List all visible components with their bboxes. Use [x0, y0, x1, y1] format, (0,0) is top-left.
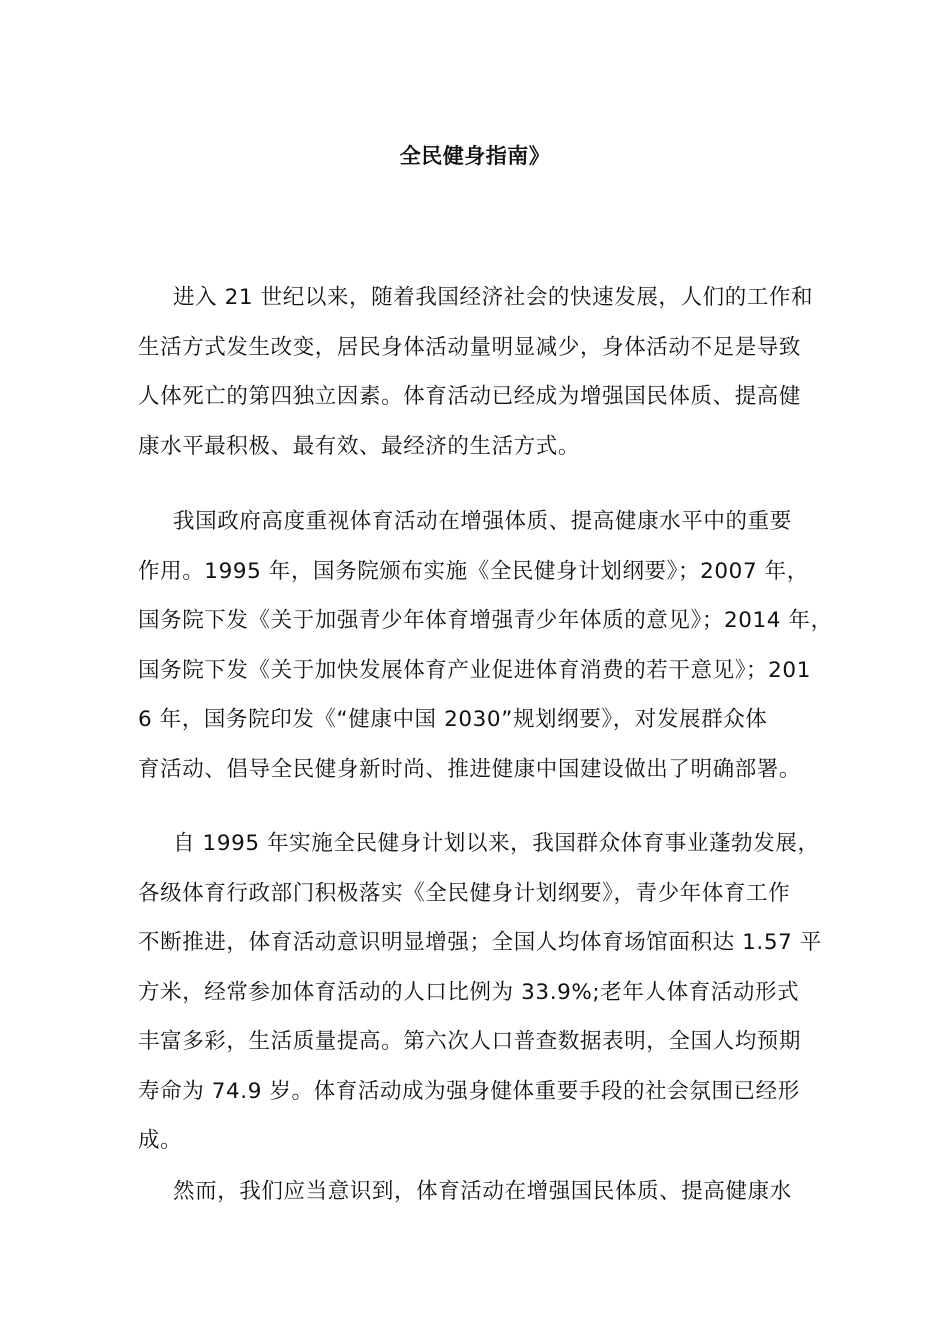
paragraph-line: 6 年，国务院印发《“健康中国 2030”规划纲要》，对发展群众体	[138, 707, 768, 732]
paragraph-line: 自 1995 年实施全民健身计划以来，我国群众体育事业蓬勃发展，	[173, 831, 820, 856]
paragraph-line: 育活动、倡导全民健身新时尚、推进健康中国建设做出了明确部署。	[138, 756, 802, 782]
paragraph-line: 成。	[138, 1128, 183, 1153]
paragraph-line: 各级体育行政部门积极落实《全民健身计划纲要》，青少年体育工作	[138, 880, 791, 906]
paragraph-line: 寿命为 74.9 岁。体育活动成为强身健体重要手段的社会氛围已经形	[138, 1078, 800, 1104]
paragraph-line: 方米，经常参加体育活动的人口比例为 33.9%;老年人体育活动形式	[138, 979, 800, 1005]
paragraph-line: 然而，我们应当意识到，体育活动在增强国民体质、提高健康水	[173, 1179, 792, 1204]
document-title: 全民健身指南》	[399, 144, 551, 168]
paragraph-4	[138, 1167, 828, 1217]
paragraph-line: 丰富多彩，生活质量提高。第六次人口普查数据表明，全国人均预期	[138, 1029, 802, 1054]
paragraph-2	[138, 497, 833, 794]
paragraph-3	[138, 819, 828, 1166]
paragraph-line: 生活方式发生改变，居民身体活动量明显减少，身体活动不足是导致	[138, 334, 802, 360]
paragraph-line: 国务院下发《关于加快发展体育产业促进体育消费的若干意见》；201	[138, 657, 811, 683]
paragraph-line: 国务院下发《关于加强青少年体育增强青少年体质的意见》；2014 年，	[138, 608, 833, 633]
paragraph-line: 人体死亡的第四独立因素。体育活动已经成为增强国民体质、提高健	[138, 384, 802, 409]
paragraph-1	[138, 273, 828, 471]
paragraph-line: 我国政府高度重视体育活动在增强体质、提高健康水平中的重要	[173, 509, 792, 534]
paragraph-line: 康水平最积极、最有效、最经济的生活方式。	[138, 433, 581, 459]
paragraph-line: 作用。1995 年，国务院颁布实施《全民健身计划纲要》；2007 年，	[138, 558, 809, 584]
paragraph-line: 进入 21 世纪以来，随着我国经济社会的快速发展，人们的工作和	[173, 285, 814, 310]
paragraph-line: 不断推进，体育活动意识明显增强；全国人均体育场馆面积达 1.57 平	[138, 930, 822, 955]
